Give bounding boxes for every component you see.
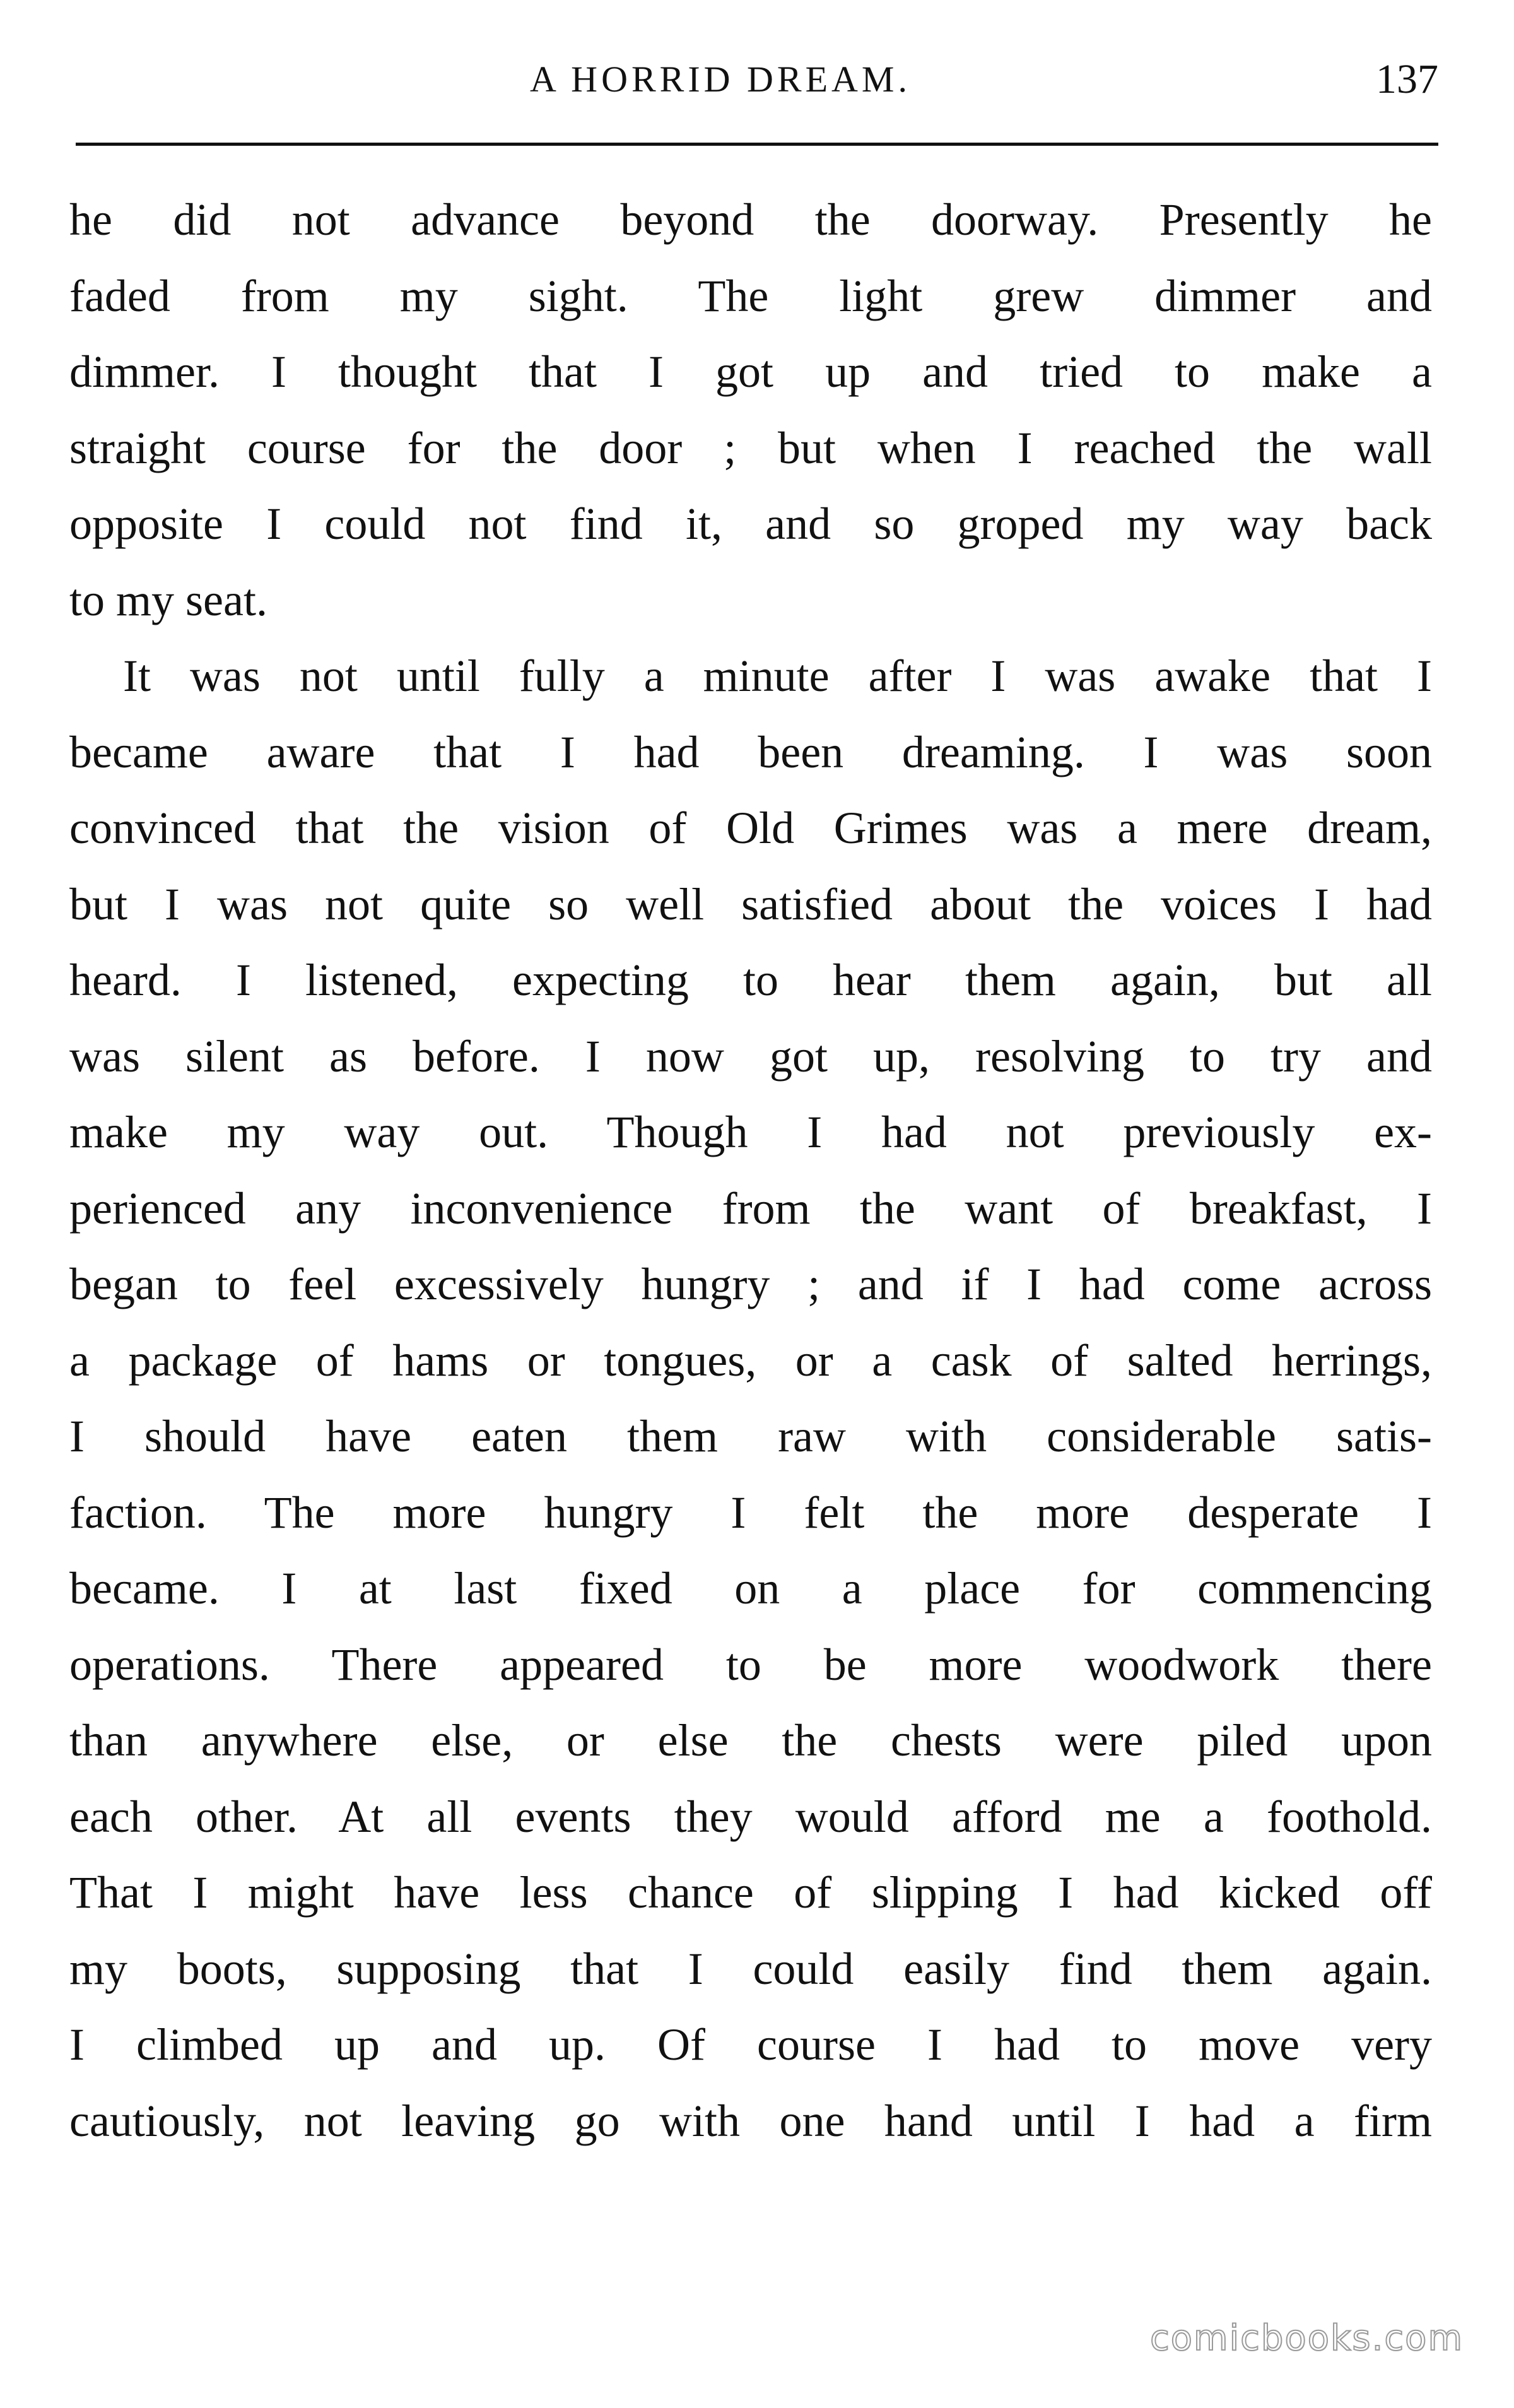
text-line: dimmer. I thought that I got up and tried to make a: [69, 346, 1432, 397]
text-line: perienced any inconvenience from the want of breakfast, I: [69, 1183, 1432, 1234]
text-line: opposite I could not find it, and so groped my way back: [69, 499, 1432, 549]
running-head: A HORRID DREAM.: [530, 59, 911, 100]
page-number: 137: [1376, 56, 1438, 102]
body-text: [69, 182, 1432, 2159]
header-rule: [76, 143, 1438, 146]
text-line: make my way out. Though I had not previously ex-: [69, 1107, 1432, 1157]
text-line: was silent as before. I now got up, resolving to try and: [69, 1030, 1432, 1082]
text-line: I climbed up and up. Of course I had to move very: [69, 2019, 1432, 2070]
text-line: faction. The more hungry I felt the more desperate I: [69, 1487, 1432, 1538]
text-line: became. I at last fixed on a place for commencing: [69, 1563, 1432, 1614]
text-line: convinced that the vision of Old Grimes was a mere dream,: [69, 803, 1432, 853]
text-line: became aware that I had been dreaming. I was soon: [69, 726, 1432, 777]
text-line: he did not advance beyond the doorway. Presently he: [69, 194, 1432, 245]
text-line: each other. At all events they would afford me a foothold.: [69, 1791, 1432, 1842]
text-line: That I might have less chance of slipping I had kicked off: [69, 1867, 1432, 1918]
text-line: It was not until fully a minute after I was awake that I: [123, 651, 1432, 701]
text-line: my boots, supposing that I could easily find them again.: [69, 1943, 1432, 1994]
text-line: cautiously, not leaving go with one hand until I had a firm: [69, 2095, 1432, 2146]
watermark: comicbooks.com: [1149, 2318, 1464, 2359]
text-line: a package of hams or tongues, or a cask of salted herrings,: [69, 1335, 1432, 1386]
text-line: heard. I listened, expecting to hear them again, but all: [69, 955, 1432, 1005]
text-line: operations. There appeared to be more woodwork there: [69, 1639, 1432, 1690]
text-line: to my seat.: [69, 574, 267, 625]
text-line: but I was not quite so well satisfied about the voices I had: [69, 878, 1432, 930]
text-line: began to feel excessively hungry ; and if I had come across: [69, 1259, 1432, 1309]
text-line: straight course for the door ; but when I reached the wall: [69, 422, 1432, 473]
text-line: faded from my sight. The light grew dimmer and: [69, 270, 1432, 321]
text-line: I should have eaten them raw with considerable satis-: [69, 1411, 1432, 1461]
text-line: than anywhere else, or else the chests were piled upon: [69, 1715, 1432, 1766]
